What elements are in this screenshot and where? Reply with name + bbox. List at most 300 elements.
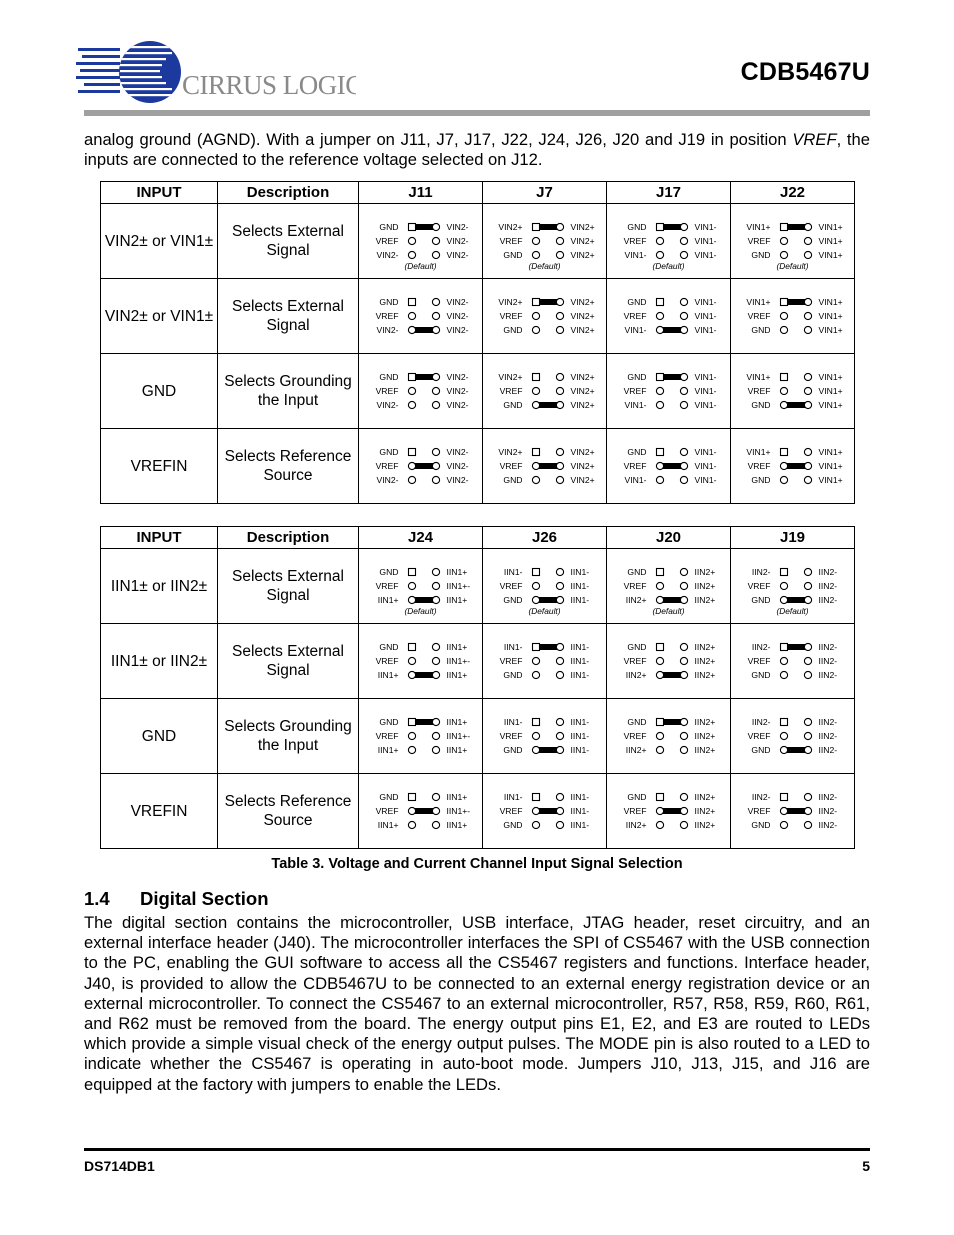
pin-label-right: IIN1+: [446, 595, 468, 605]
pin-label-left: VREF: [623, 731, 647, 741]
table-header-row: [101, 527, 855, 549]
round-pin: [656, 401, 663, 408]
jumper-diagram: [360, 781, 482, 841]
pin-label-right: VIN1+: [818, 461, 843, 471]
pin-label-left: VREF: [623, 656, 647, 666]
pin-label-right: IIN1-: [570, 820, 590, 830]
pin-label-right: IIN2-: [818, 745, 838, 755]
pin-label-left: IIN1-: [503, 717, 523, 727]
pin-label-right: VIN2-: [446, 475, 469, 485]
pin-label-right: VIN1-: [694, 297, 717, 307]
square-pin-1: [780, 794, 787, 801]
jumper-cell: [483, 624, 607, 699]
round-pin: [656, 387, 663, 394]
pin-label-right: IIN1+: [446, 792, 468, 802]
round-pin: [532, 596, 539, 603]
pin-label-left: GND: [627, 717, 647, 727]
pin-label-right: VIN1-: [694, 250, 717, 260]
round-pin: [532, 326, 539, 333]
section-body: The digital section contains the microcontroller, USB interface, JTAG header, reset circuitry, and an external interface header (J40). The microcontroller interfaces the SPI of CS5467 with the USB connection to the PC, enabling the GUI software to access all the CS5467 registers and functions. Interface header, J40, is provided to allow the CDB5467U to be connected to an external energy registration device or an external microcontroller. To connect the CS5467 to an external microcontroller, R57, R58, R59, R60, R61, and R62 must be removed from the board. The energy output pins E1, E2, and E3 are routed to LEDs which provide a simple visual check of the energy output pulses. The MODE pin is also routed to a LED to indicate whether the CS5467 is operating in auto-boot mode. Jumpers J10, J13, J15, and J16 are equipped at the factory with jumpers to enable the LEDs.: [84, 913, 870, 1094]
pin-label-left: GND: [751, 250, 771, 260]
default-label: (Default): [528, 261, 561, 271]
pin-label-left: IIN1+: [377, 745, 399, 755]
pin-label-left: IIN1-: [503, 792, 523, 802]
pin-label-left: GND: [503, 820, 523, 830]
pin-label-left: VIN2-: [376, 400, 399, 410]
round-pin: [780, 312, 787, 319]
pin-label-left: VREF: [375, 581, 399, 591]
jumper-diagram: [360, 211, 482, 271]
round-pin: [408, 746, 415, 753]
round-pin: [432, 312, 439, 319]
pin-label-right: VIN1-: [694, 222, 717, 232]
jumper-diagram: [608, 556, 730, 616]
round-pin: [432, 671, 439, 678]
header-input: INPUT: [101, 182, 218, 204]
round-pin: [804, 251, 811, 258]
round-pin: [680, 582, 687, 589]
pin-label-left: VREF: [375, 386, 399, 396]
round-pin: [408, 401, 415, 408]
header-rule: [84, 110, 870, 116]
round-pin: [556, 671, 563, 678]
pin-label-right: VIN1+: [818, 297, 843, 307]
round-pin: [532, 732, 539, 739]
jumper-diagram: [732, 361, 854, 421]
pin-label-left: VREF: [747, 311, 771, 321]
pin-label-left: GND: [379, 642, 399, 652]
description-cell: Selects Grounding the Input: [218, 699, 359, 774]
pin-label-left: VREF: [375, 731, 399, 741]
jumper-cell: [359, 279, 483, 354]
pin-label-left: IIN1+: [377, 595, 399, 605]
round-pin: [408, 476, 415, 483]
round-pin: [432, 373, 439, 380]
section-heading: [84, 888, 269, 910]
round-pin: [680, 312, 687, 319]
pin-label-left: GND: [751, 475, 771, 485]
pin-label-left: GND: [751, 745, 771, 755]
document-title: CDB5467U: [740, 58, 870, 86]
pin-label-left: GND: [627, 372, 647, 382]
pin-label-left: GND: [751, 595, 771, 605]
pin-label-right: IIN2+: [694, 717, 716, 727]
pin-label-right: IIN2+: [694, 595, 716, 605]
round-pin: [804, 746, 811, 753]
pin-label-right: IIN1+-: [446, 581, 471, 591]
pin-label-right: VIN1+: [818, 475, 843, 485]
pin-label-right: IIN2-: [818, 820, 838, 830]
pin-label-left: VREF: [499, 731, 523, 741]
round-pin: [556, 793, 563, 800]
pin-label-left: GND: [751, 670, 771, 680]
pin-label-right: VIN2-: [446, 400, 469, 410]
pin-label-right: VIN1+: [818, 250, 843, 260]
pin-label-left: VREF: [499, 236, 523, 246]
round-pin: [532, 312, 539, 319]
round-pin: [432, 326, 439, 333]
jumper-diagram: [732, 781, 854, 841]
pin-label-left: VREF: [747, 731, 771, 741]
round-pin: [432, 718, 439, 725]
round-pin: [408, 807, 415, 814]
square-pin-1: [656, 224, 663, 231]
square-pin-1: [780, 299, 787, 306]
round-pin: [804, 821, 811, 828]
jumper-diagram: [608, 361, 730, 421]
round-pin: [432, 807, 439, 814]
pin-label-left: VIN1+: [746, 297, 771, 307]
square-pin-1: [408, 719, 415, 726]
intro-text-after: , the inputs are connected to the reference voltage selected on J12.: [84, 130, 870, 170]
round-pin: [680, 657, 687, 664]
pin-label-right: IIN2-: [818, 567, 838, 577]
round-pin: [656, 582, 663, 589]
pin-label-left: IIN2-: [751, 792, 771, 802]
round-pin: [556, 582, 563, 589]
round-pin: [804, 462, 811, 469]
description-cell: Selects External Signal: [218, 204, 359, 279]
pin-label-right: VIN2-: [446, 447, 469, 457]
pin-label-left: VREF: [499, 386, 523, 396]
pin-label-right: IIN2-: [818, 806, 838, 816]
round-pin: [780, 237, 787, 244]
pin-label-left: GND: [379, 447, 399, 457]
pin-label-left: GND: [751, 325, 771, 335]
jumper-diagram: [484, 211, 606, 271]
round-pin: [408, 596, 415, 603]
round-pin: [532, 821, 539, 828]
round-pin: [780, 582, 787, 589]
pin-label-left: IIN1-: [503, 567, 523, 577]
round-pin: [408, 671, 415, 678]
square-pin-1: [532, 299, 539, 306]
pin-label-right: VIN1-: [694, 372, 717, 382]
round-pin: [408, 387, 415, 394]
pin-label-right: IIN2-: [818, 792, 838, 802]
round-pin: [680, 732, 687, 739]
jumper-cell: [483, 204, 607, 279]
default-label: (Default): [776, 261, 809, 271]
jumper-diagram: [360, 436, 482, 496]
pin-label-right: IIN1+: [446, 642, 468, 652]
round-pin: [432, 448, 439, 455]
square-pin-1: [780, 224, 787, 231]
round-pin: [532, 671, 539, 678]
round-pin: [804, 793, 811, 800]
pin-label-left: GND: [503, 250, 523, 260]
round-pin: [680, 462, 687, 469]
round-pin: [780, 401, 787, 408]
round-pin: [780, 732, 787, 739]
round-pin: [680, 373, 687, 380]
pin-label-left: VREF: [499, 311, 523, 321]
jumper-diagram: [360, 361, 482, 421]
round-pin: [532, 746, 539, 753]
square-pin-1: [780, 644, 787, 651]
pin-label-right: IIN2+: [694, 745, 716, 755]
round-pin: [680, 476, 687, 483]
round-pin: [680, 387, 687, 394]
round-pin: [804, 373, 811, 380]
pin-label-left: VREF: [747, 386, 771, 396]
pin-label-left: VREF: [747, 806, 771, 816]
pin-label-right: VIN2+: [570, 222, 595, 232]
header-j24: J24: [359, 527, 483, 549]
pin-label-right: VIN2+: [570, 400, 595, 410]
round-pin: [680, 237, 687, 244]
pin-label-left: GND: [627, 297, 647, 307]
round-pin: [680, 746, 687, 753]
pin-label-left: VREF: [747, 581, 771, 591]
header-input: INPUT: [101, 527, 218, 549]
square-pin-1: [780, 374, 787, 381]
pin-label-right: VIN2-: [446, 250, 469, 260]
pin-label-left: GND: [503, 475, 523, 485]
pin-label-left: GND: [627, 447, 647, 457]
pin-label-right: IIN2+: [694, 670, 716, 680]
pin-label-left: VIN1-: [624, 400, 647, 410]
default-label: (Default): [652, 606, 685, 616]
round-pin: [408, 582, 415, 589]
round-pin: [780, 657, 787, 664]
round-pin: [532, 582, 539, 589]
pin-label-right: IIN2-: [818, 731, 838, 741]
pin-label-right: VIN2+: [570, 461, 595, 471]
jumper-cell: [731, 279, 855, 354]
jumper-diagram: [360, 631, 482, 691]
pin-label-right: VIN1+: [818, 447, 843, 457]
pin-label-left: VREF: [375, 311, 399, 321]
round-pin: [432, 793, 439, 800]
round-pin: [556, 448, 563, 455]
round-pin: [804, 312, 811, 319]
jumper-diagram: [360, 706, 482, 766]
table-caption: Table 3. Voltage and Current Channel Input Signal Selection: [271, 856, 683, 872]
jumper-cell: [731, 429, 855, 504]
jumper-diagram: [484, 781, 606, 841]
square-pin-1: [656, 299, 663, 306]
pin-label-left: VIN1+: [746, 447, 771, 457]
pin-label-left: GND: [379, 372, 399, 382]
round-pin: [408, 251, 415, 258]
pin-label-left: IIN2+: [625, 745, 647, 755]
round-pin: [680, 326, 687, 333]
round-pin: [556, 732, 563, 739]
round-pin: [432, 657, 439, 664]
pin-label-right: IIN2+: [694, 792, 716, 802]
pin-label-left: VIN2+: [498, 447, 523, 457]
table-header-row: [101, 182, 855, 204]
pin-label-right: VIN1-: [694, 461, 717, 471]
pin-label-left: IIN1+: [377, 820, 399, 830]
jumper-diagram: [484, 556, 606, 616]
pin-label-left: VREF: [375, 236, 399, 246]
pin-label-right: IIN2+: [694, 820, 716, 830]
jumper-cell: [483, 354, 607, 429]
jumper-cell: [607, 429, 731, 504]
pin-label-left: VIN1+: [746, 372, 771, 382]
round-pin: [432, 476, 439, 483]
input-cell: VREFIN: [101, 774, 218, 849]
pin-label-left: IIN2+: [625, 670, 647, 680]
round-pin: [556, 373, 563, 380]
pin-label-right: IIN2+: [694, 567, 716, 577]
jumper-cell: [483, 279, 607, 354]
cirrus-logic-logo: [76, 38, 356, 108]
input-cell: GND: [101, 354, 218, 429]
round-pin: [432, 251, 439, 258]
pin-label-left: GND: [503, 400, 523, 410]
table-row: [101, 699, 855, 774]
jumper-diagram: [484, 286, 606, 346]
description-cell: Selects External Signal: [218, 624, 359, 699]
pin-label-right: IIN1+: [446, 745, 468, 755]
pin-label-left: GND: [751, 400, 771, 410]
round-pin: [408, 732, 415, 739]
round-pin: [680, 821, 687, 828]
input-cell: IIN1± or IIN2±: [101, 549, 218, 624]
input-cell: VIN2± or VIN1±: [101, 279, 218, 354]
square-pin-1: [532, 374, 539, 381]
round-pin: [680, 448, 687, 455]
jumper-diagram: [484, 361, 606, 421]
round-pin: [656, 746, 663, 753]
pin-label-right: VIN2+: [570, 311, 595, 321]
pin-label-right: VIN1-: [694, 447, 717, 457]
pin-label-right: IIN1-: [570, 806, 590, 816]
round-pin: [532, 237, 539, 244]
round-pin: [432, 298, 439, 305]
pin-label-left: VREF: [375, 656, 399, 666]
round-pin: [656, 326, 663, 333]
description-cell: Selects Reference Source: [218, 774, 359, 849]
round-pin: [556, 568, 563, 575]
round-pin: [804, 568, 811, 575]
jumper-diagram: [608, 436, 730, 496]
square-pin-1: [656, 374, 663, 381]
round-pin: [680, 568, 687, 575]
round-pin: [656, 596, 663, 603]
table-row: [101, 549, 855, 624]
round-pin: [656, 312, 663, 319]
jumper-cell: [607, 699, 731, 774]
square-pin-1: [532, 719, 539, 726]
pin-label-right: IIN1-: [570, 717, 590, 727]
pin-label-left: VREF: [747, 461, 771, 471]
square-pin-1: [532, 569, 539, 576]
pin-label-left: GND: [503, 745, 523, 755]
round-pin: [408, 657, 415, 664]
pin-label-left: VREF: [623, 461, 647, 471]
pin-label-right: IIN2-: [818, 581, 838, 591]
pin-label-left: GND: [627, 567, 647, 577]
pin-label-left: VREF: [499, 656, 523, 666]
voltage-jumper-table: [100, 181, 855, 504]
round-pin: [556, 657, 563, 664]
pin-label-right: VIN1+: [818, 400, 843, 410]
default-label: (Default): [776, 606, 809, 616]
jumper-diagram: [360, 556, 482, 616]
pin-label-left: VIN2-: [376, 475, 399, 485]
round-pin: [408, 237, 415, 244]
header-j11: J11: [359, 182, 483, 204]
header-j17: J17: [607, 182, 731, 204]
round-pin: [408, 326, 415, 333]
pin-label-left: IIN2+: [625, 595, 647, 605]
pin-label-left: VREF: [499, 581, 523, 591]
pin-label-left: GND: [503, 670, 523, 680]
pin-label-left: VIN2-: [376, 250, 399, 260]
pin-label-left: VREF: [499, 806, 523, 816]
table-row: [101, 774, 855, 849]
pin-label-left: IIN1+: [377, 670, 399, 680]
pin-label-left: IIN1-: [503, 642, 523, 652]
round-pin: [432, 387, 439, 394]
round-pin: [656, 657, 663, 664]
pin-label-right: VIN2-: [446, 372, 469, 382]
pin-label-right: VIN1+: [818, 311, 843, 321]
round-pin: [680, 298, 687, 305]
pin-label-right: IIN1+: [446, 717, 468, 727]
pin-label-left: VREF: [623, 386, 647, 396]
pin-label-right: IIN2+: [694, 581, 716, 591]
round-pin: [656, 732, 663, 739]
round-pin: [680, 223, 687, 230]
pin-label-left: VREF: [623, 806, 647, 816]
description-cell: Selects External Signal: [218, 279, 359, 354]
pin-label-left: GND: [503, 325, 523, 335]
pin-label-right: IIN1-: [570, 642, 590, 652]
round-pin: [556, 326, 563, 333]
round-pin: [780, 671, 787, 678]
round-pin: [532, 476, 539, 483]
round-pin: [556, 476, 563, 483]
table-row: [101, 354, 855, 429]
pin-label-right: IIN2-: [818, 595, 838, 605]
square-pin-1: [408, 569, 415, 576]
square-pin-1: [532, 794, 539, 801]
pin-label-left: VREF: [499, 461, 523, 471]
round-pin: [432, 821, 439, 828]
round-pin: [804, 596, 811, 603]
cirrus-logic-emblem: [76, 38, 356, 108]
description-cell: Selects External Signal: [218, 549, 359, 624]
round-pin: [680, 401, 687, 408]
pin-label-right: IIN1-: [570, 670, 590, 680]
description-cell: Selects Reference Source: [218, 429, 359, 504]
jumper-diagram: [360, 286, 482, 346]
pin-label-left: VIN2+: [498, 297, 523, 307]
pin-label-left: GND: [379, 297, 399, 307]
jumper-diagram: [608, 286, 730, 346]
jumper-diagram: [608, 781, 730, 841]
intro-paragraph: [84, 130, 870, 170]
pin-label-right: IIN2+: [694, 656, 716, 666]
round-pin: [432, 582, 439, 589]
square-pin-1: [408, 374, 415, 381]
round-pin: [656, 807, 663, 814]
round-pin: [656, 476, 663, 483]
jumper-cell: [483, 774, 607, 849]
default-label: (Default): [404, 606, 437, 616]
pin-label-right: VIN2+: [570, 297, 595, 307]
pin-label-right: VIN1+: [818, 386, 843, 396]
square-pin-1: [780, 449, 787, 456]
pin-label-left: VREF: [747, 236, 771, 246]
round-pin: [804, 657, 811, 664]
pin-label-right: IIN2-: [818, 717, 838, 727]
